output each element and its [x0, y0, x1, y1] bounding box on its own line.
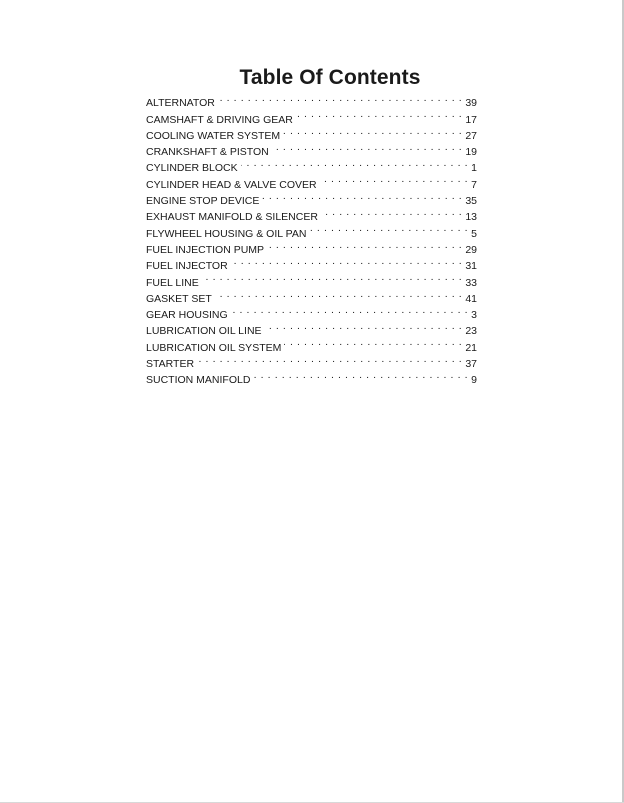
toc-entry-label: FUEL INJECTION PUMP: [146, 243, 265, 253]
toc-dot-leader: [202, 269, 463, 285]
toc-entry-page-number: 1: [471, 162, 477, 172]
toc-entry-page-number: 27: [465, 129, 477, 139]
toc-entry-label: COOLING WATER SYSTEM: [146, 129, 281, 139]
toc-dot-leader: [272, 139, 463, 155]
toc-entry[interactable]: [146, 155, 477, 171]
page-title: Table Of Contents: [239, 66, 421, 90]
toc-entry[interactable]: [146, 237, 477, 253]
toc-entry-page-number: 3: [471, 309, 477, 319]
toc-entry-label: LUBRICATION OIL LINE: [146, 325, 262, 335]
toc-entry[interactable]: [146, 351, 477, 367]
toc-dot-leader: [321, 204, 462, 220]
toc-entry[interactable]: [146, 171, 477, 187]
toc-entry-label: LUBRICATION OIL SYSTEM: [146, 341, 282, 351]
toc-entry-page-number: 37: [465, 358, 477, 368]
toc-entry-page-number: 33: [465, 276, 477, 286]
toc-dot-leader: [231, 302, 468, 318]
toc-entry[interactable]: [146, 269, 477, 285]
toc-entry-label: GEAR HOUSING: [146, 309, 228, 319]
toc-entry[interactable]: [146, 90, 477, 106]
toc-entry[interactable]: [146, 302, 477, 318]
toc-entry-label: GASKET SET: [146, 292, 212, 302]
toc-entry[interactable]: [146, 286, 477, 302]
toc-entry[interactable]: [146, 334, 477, 350]
toc-entry[interactable]: [146, 204, 477, 220]
toc-entry[interactable]: [146, 123, 477, 139]
toc-entry[interactable]: [146, 188, 477, 204]
toc-entry-page-number: 17: [465, 113, 477, 123]
toc-entry-label: ALTERNATOR: [146, 97, 215, 107]
toc-entry-label: ENGINE STOP DEVICE: [146, 195, 260, 205]
toc-dot-leader: [262, 188, 462, 204]
toc-dot-leader: [283, 123, 462, 139]
toc-entry-page-number: 41: [465, 292, 477, 302]
toc-entry[interactable]: [146, 106, 477, 122]
toc-dot-leader: [231, 253, 463, 269]
toc-entry-label: CYLINDER BLOCK: [146, 162, 238, 172]
toc-entry-page-number: 31: [465, 260, 477, 270]
toc-entry-page-number: 19: [465, 146, 477, 156]
toc-entry[interactable]: [146, 318, 477, 334]
toc-entry[interactable]: [146, 253, 477, 269]
toc-entry[interactable]: [146, 367, 477, 383]
toc-entry-page-number: 13: [465, 211, 477, 221]
toc-entry[interactable]: [146, 220, 477, 236]
toc-dot-leader: [284, 334, 462, 350]
toc-entry-label: EXHAUST MANIFOLD & SILENCER: [146, 211, 318, 221]
toc-dot-leader: [215, 286, 463, 302]
toc-dot-leader: [197, 351, 462, 367]
toc-dot-leader: [296, 106, 462, 122]
toc-entry-page-number: 35: [465, 195, 477, 205]
table-of-contents: [146, 90, 477, 383]
toc-entry-page-number: 5: [471, 227, 477, 237]
toc-dot-leader: [267, 237, 462, 253]
toc-entry-label: STARTER: [146, 358, 195, 368]
toc-dot-leader: [218, 90, 462, 106]
toc-entry-page-number: 29: [465, 243, 477, 253]
toc-entry-page-number: 39: [465, 97, 477, 107]
toc-entry-page-number: 7: [471, 178, 477, 188]
toc-entry-label: CAMSHAFT & DRIVING GEAR: [146, 113, 293, 123]
toc-dot-leader: [320, 171, 469, 187]
toc-entry-label: CYLINDER HEAD & VALVE COVER: [146, 178, 317, 188]
toc-entry-page-number: 23: [465, 325, 477, 335]
toc-entry[interactable]: [146, 139, 477, 155]
toc-dot-leader: [241, 155, 469, 171]
toc-entry-label: FLYWHEEL HOUSING & OIL PAN: [146, 227, 307, 237]
toc-entry-label: FUEL LINE: [146, 276, 199, 286]
toc-entry-label: FUEL INJECTOR: [146, 260, 228, 270]
toc-entry-page-number: 9: [471, 374, 477, 384]
toc-entry-page-number: 21: [465, 341, 477, 351]
toc-dot-leader: [265, 318, 463, 334]
toc-dot-leader: [309, 220, 468, 236]
toc-entry-label: SUCTION MANIFOLD: [146, 374, 251, 384]
toc-entry-label: CRANKSHAFT & PISTON: [146, 146, 269, 156]
toc-dot-leader: [253, 367, 468, 383]
